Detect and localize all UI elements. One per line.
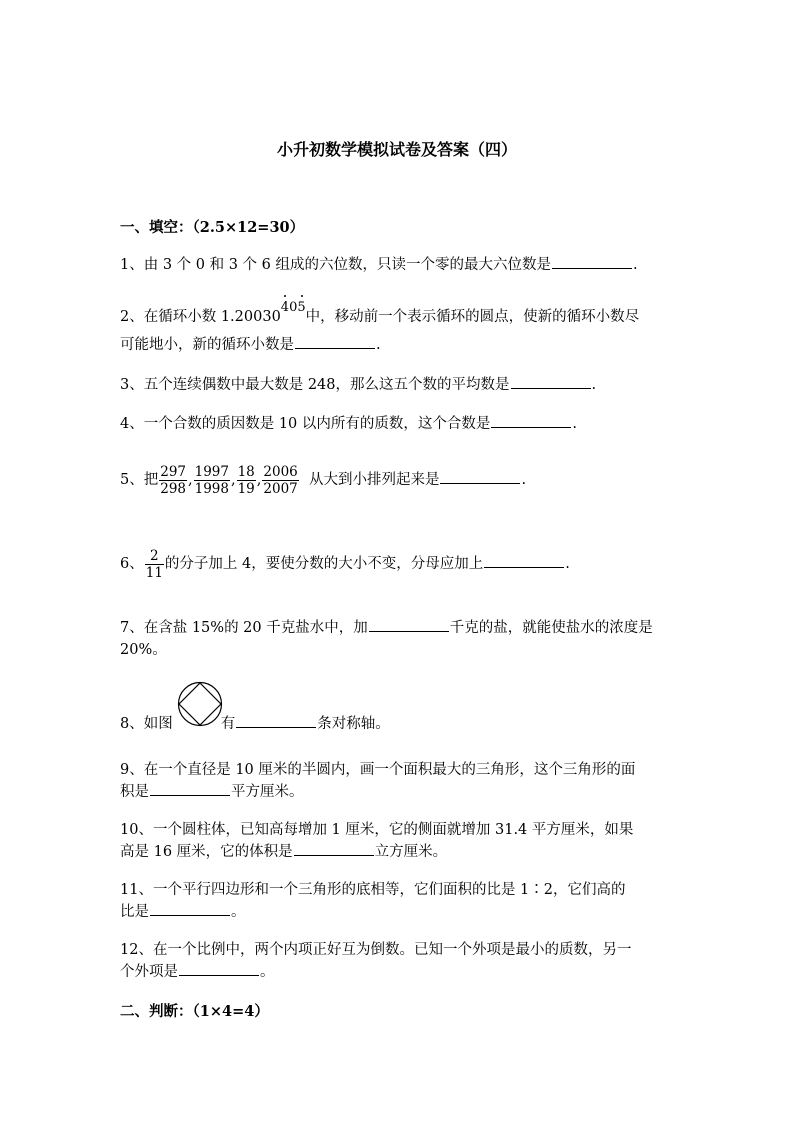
answer-blank[interactable] [236, 713, 316, 728]
question-3: 3、五个连续偶数中最大数是 248，那么这五个数的平均数是 . [120, 374, 596, 396]
question-10: 10、一个圆柱体，已知高每增加 1 厘米，它的侧面就增加 31.4 平方厘米，如果 [120, 822, 634, 838]
question-9-line-2: 积是 平方厘米。 [120, 781, 304, 803]
fraction: $\frac{1997}{1998}$ [194, 463, 229, 497]
question-7: 7、在含盐 15%的 20 千克盐水中，加 千克的盐，就能使盐水的浓度是 [120, 617, 653, 639]
question-2-line-2: 可能地小，新的循环小数是 . [120, 334, 381, 356]
answer-blank[interactable] [491, 413, 571, 428]
question-7-line-2: 20%。 [120, 642, 167, 658]
fraction: $\frac{297}{298}$ [160, 463, 187, 497]
answer-blank[interactable] [150, 901, 230, 916]
question-5: 5、把 $\frac{297}{298}$ , $\frac{1997}{1998}$ , $\frac{18}{19}$ , $\frac{2006}{2007}$ 从大到小排列起来是 . [120, 463, 527, 497]
answer-blank[interactable] [295, 334, 375, 349]
repeating-digits: 405 [281, 300, 306, 315]
section-fill-in-heading: 一、填空：（2.5×12=30） [120, 219, 305, 236]
fraction: $\frac{2006}{2007}$ [263, 463, 298, 497]
question-12-line-2: 个外项是 。 [120, 961, 275, 983]
section-judgement-heading: 二、判断：（1×4=4） [120, 1003, 269, 1020]
question-10-line-2: 高是 16 厘米，它的体积是 立方厘米。 [120, 841, 447, 863]
question-1: 1、由 3 个 0 和 3 个 6 组成的六位数，只读一个零的最大六位数是 . [120, 254, 638, 276]
answer-blank[interactable] [511, 374, 591, 389]
question-4: 4、一个合数的质因数是 10 以内所有的质数，这个合数是 . [120, 413, 577, 435]
question-11: 11、一个平行四边形和一个三角形的底相等，它们面积的比是 1∶2，它们高的 [120, 882, 626, 898]
question-8: 8、如图 有 条对称轴。 [120, 713, 390, 735]
answer-blank[interactable] [484, 553, 564, 568]
question-9: 9、在一个直径是 10 厘米的半圆内，画一个面积最大的三角形，这个三角形的面 [120, 762, 636, 778]
answer-blank[interactable] [552, 254, 632, 269]
page-title: 小升初数学模拟试卷及答案（四） [276, 140, 517, 159]
question-6: 6、 $\frac{2}{11}$ 的分子加上 4，要使分数的大小不变，分母应加上 . [120, 547, 570, 581]
fraction: $\frac{18}{19}$ [237, 463, 255, 497]
answer-blank[interactable] [440, 469, 520, 484]
answer-blank[interactable] [294, 841, 374, 856]
answer-blank[interactable] [179, 961, 259, 976]
circle-square-figure [177, 681, 223, 727]
answer-blank[interactable] [150, 781, 230, 796]
question-11-line-2: 比是 。 [120, 901, 246, 923]
fraction: $\frac{2}{11}$ [145, 547, 163, 581]
question-2: 2、在循环小数 1.20030405中，移动前一个表示循环的圆点，使新的循环小数尽 [120, 306, 639, 329]
question-12: 12、在一个比例中，两个内项正好互为倒数。已知一个外项是最小的质数，另一 [120, 942, 632, 958]
answer-blank[interactable] [369, 617, 449, 632]
